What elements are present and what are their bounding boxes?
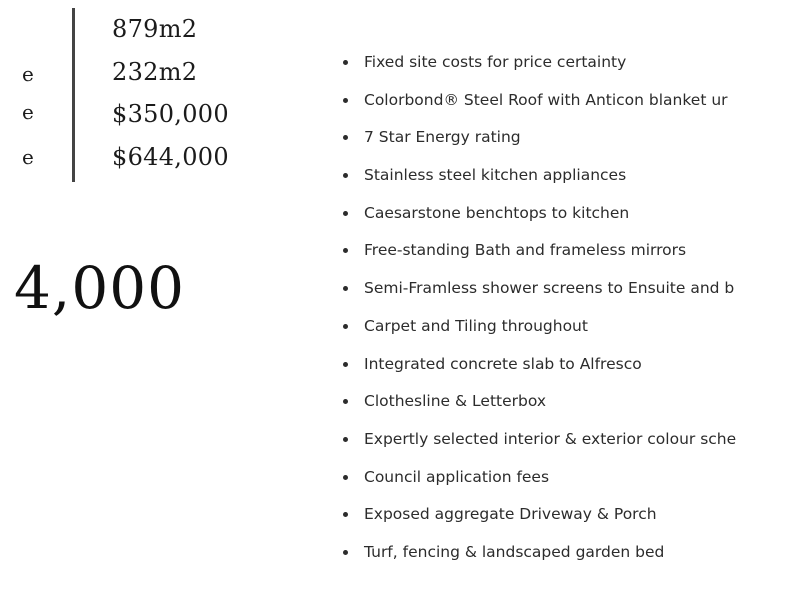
bullet-icon [343,324,348,329]
house-size-value: 232m2 [112,58,198,86]
feature-label: Council application fees [364,467,550,486]
list-item [340,467,800,505]
bullet-icon [343,211,348,216]
total-price-value: $644,000 [112,143,229,171]
bullet-icon [343,362,348,367]
inclusions-list [340,52,800,580]
bullet-icon [343,550,348,555]
bullet-icon [343,98,348,103]
feature-label: Caesarstone benchtops to kitchen [364,203,630,222]
list-item [340,391,800,429]
bullet-icon [343,173,348,178]
land-size-value: 879m2 [112,15,198,43]
bullet-icon [343,248,348,253]
feature-label: Carpet and Tiling throughout [364,316,588,335]
bullet-icon [343,135,348,140]
stats-divider [72,8,75,182]
stat-label-cut: e [22,62,34,86]
feature-label: Exposed aggregate Driveway & Porch [364,505,657,524]
feature-label: Turf, fencing & landscaped garden bed [364,542,665,561]
feature-label: Clothesline & Letterbox [364,392,547,411]
feature-label: Free-standing Bath and frameless mirrors [364,241,687,260]
list-item [340,127,800,165]
bullet-icon [343,437,348,442]
property-stats-panel [0,0,300,200]
bullet-icon [343,60,348,65]
bullet-icon [343,286,348,291]
feature-label: Fixed site costs for price certainty [364,53,627,71]
list-item [340,278,800,316]
feature-label: Expertly selected interior & exterior colour sche [364,429,737,448]
stat-label-cut: e [22,100,34,124]
feature-label: Integrated concrete slab to Alfresco [364,354,642,373]
list-item [340,429,800,467]
total-price-display: 4,000 [14,254,186,322]
feature-label: Semi-Framless shower screens to Ensuite and b [364,279,735,298]
list-item [340,203,800,241]
list-item [340,354,800,392]
list-item [340,90,800,128]
list-item [340,542,800,580]
bullet-icon [343,512,348,517]
list-item [340,165,800,203]
feature-label: Colorbond® Steel Roof with Anticon blanket ur [364,90,728,109]
feature-label: Stainless steel kitchen appliances [364,166,627,185]
bullet-icon [343,399,348,404]
list-item [340,316,800,354]
feature-label: 7 Star Energy rating [364,128,521,147]
list-item [340,240,800,278]
stat-label-cut: e [22,145,34,169]
list-item [340,52,800,90]
bullet-icon [343,475,348,480]
house-price-value: $350,000 [112,100,229,128]
list-item [340,504,800,542]
